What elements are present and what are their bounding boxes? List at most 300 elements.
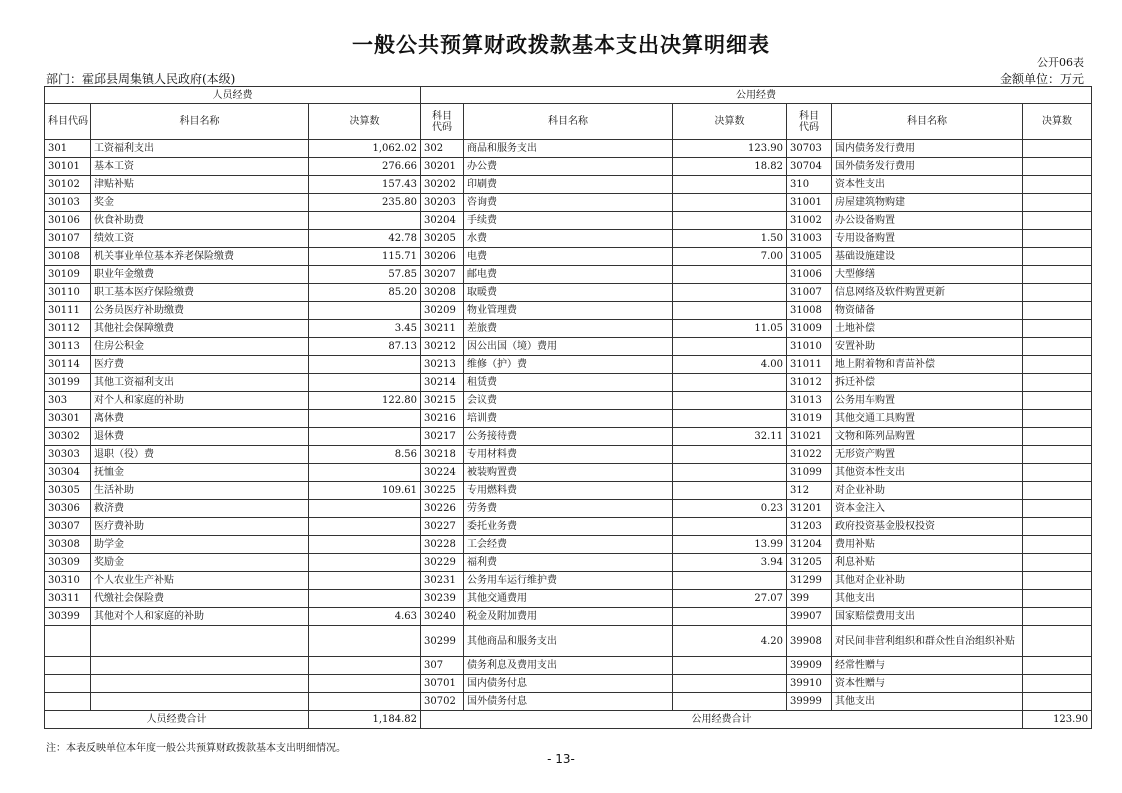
amount-cell xyxy=(673,392,787,410)
code-cell: 30307 xyxy=(45,518,91,536)
amount-cell xyxy=(673,446,787,464)
table-row xyxy=(45,374,1092,392)
amount-cell xyxy=(309,693,421,711)
name-cell: 机关事业单位基本养老保险缴费 xyxy=(91,248,309,266)
table-row xyxy=(45,392,1092,410)
amount-cell: 85.20 xyxy=(309,284,421,302)
name-cell: 会议费 xyxy=(464,392,673,410)
code-cell: 30208 xyxy=(421,284,464,302)
amount-cell: 3.45 xyxy=(309,320,421,338)
name-cell xyxy=(91,693,309,711)
code-cell: 30309 xyxy=(45,554,91,572)
code-cell: 30204 xyxy=(421,212,464,230)
name-cell: 对个人和家庭的补助 xyxy=(91,392,309,410)
amount-cell xyxy=(1023,518,1092,536)
group-header-personnel: 人员经费 xyxy=(45,87,421,104)
footnote: 注：本表反映单位本年度一般公共预算财政拨款基本支出明细情况。 xyxy=(46,743,346,754)
group-header-public: 公用经费 xyxy=(421,87,1092,104)
amount-cell xyxy=(1023,392,1092,410)
code-cell: 31011 xyxy=(787,356,832,374)
amount-cell: 13.99 xyxy=(673,536,787,554)
code-cell: 30213 xyxy=(421,356,464,374)
amount-cell xyxy=(1023,554,1092,572)
total-personnel-value: 1,184.82 xyxy=(309,711,421,729)
total-public-label: 公用经费合计 xyxy=(421,711,1023,729)
amount-cell xyxy=(1023,464,1092,482)
amount-cell xyxy=(1023,536,1092,554)
name-cell: 基本工资 xyxy=(91,158,309,176)
code-cell: 30228 xyxy=(421,536,464,554)
code-cell xyxy=(45,657,91,675)
name-cell: 公务用车购置 xyxy=(832,392,1023,410)
code-cell xyxy=(45,675,91,693)
code-cell: 31009 xyxy=(787,320,832,338)
code-cell: 30205 xyxy=(421,230,464,248)
name-cell: 经常性赠与 xyxy=(832,657,1023,675)
table-row xyxy=(45,176,1092,194)
code-cell: 30701 xyxy=(421,675,464,693)
table-row xyxy=(45,194,1092,212)
code-cell: 30302 xyxy=(45,428,91,446)
code-cell: 30107 xyxy=(45,230,91,248)
name-cell: 维修（护）费 xyxy=(464,356,673,374)
name-cell: 物业管理费 xyxy=(464,302,673,320)
amount-cell xyxy=(673,284,787,302)
amount-cell xyxy=(673,194,787,212)
code-cell: 303 xyxy=(45,392,91,410)
code-cell: 30303 xyxy=(45,446,91,464)
name-cell: 专用材料费 xyxy=(464,446,673,464)
name-cell: 公务用车运行维护费 xyxy=(464,572,673,590)
code-cell: 30201 xyxy=(421,158,464,176)
code-cell: 39910 xyxy=(787,675,832,693)
table-row xyxy=(45,482,1092,500)
amount-cell xyxy=(1023,590,1092,608)
amount-cell: 8.56 xyxy=(309,446,421,464)
name-cell: 专用设备购置 xyxy=(832,230,1023,248)
name-cell: 水费 xyxy=(464,230,673,248)
amount-cell xyxy=(1023,266,1092,284)
table-row xyxy=(45,446,1092,464)
code-cell: 30202 xyxy=(421,176,464,194)
name-cell: 印刷费 xyxy=(464,176,673,194)
name-cell: 其他支出 xyxy=(832,590,1023,608)
amount-cell: 0.23 xyxy=(673,500,787,518)
table-row xyxy=(45,608,1092,626)
name-cell: 资本金注入 xyxy=(832,500,1023,518)
amount-cell xyxy=(673,693,787,711)
name-cell: 税金及附加费用 xyxy=(464,608,673,626)
code-cell: 30308 xyxy=(45,536,91,554)
code-cell: 31003 xyxy=(787,230,832,248)
name-cell: 取暖费 xyxy=(464,284,673,302)
code-cell: 30113 xyxy=(45,338,91,356)
amount-cell xyxy=(1023,657,1092,675)
code-cell: 39909 xyxy=(787,657,832,675)
name-cell: 劳务费 xyxy=(464,500,673,518)
amount-cell: 157.43 xyxy=(309,176,421,194)
col-header-code: 科目 代码 xyxy=(787,104,832,140)
amount-cell: 1,062.02 xyxy=(309,140,421,158)
department-label: 部门：霍邱县周集镇人民政府(本级) xyxy=(46,72,236,86)
code-cell: 30704 xyxy=(787,158,832,176)
amount-cell xyxy=(1023,212,1092,230)
amount-cell: 122.80 xyxy=(309,392,421,410)
amount-cell xyxy=(1023,230,1092,248)
col-header-code: 科目 代码 xyxy=(421,104,464,140)
amount-cell: 11.05 xyxy=(673,320,787,338)
amount-cell xyxy=(1023,675,1092,693)
code-cell: 31006 xyxy=(787,266,832,284)
code-cell: 30199 xyxy=(45,374,91,392)
name-cell: 职工基本医疗保险缴费 xyxy=(91,284,309,302)
amount-cell xyxy=(1023,446,1092,464)
name-cell: 公务接待费 xyxy=(464,428,673,446)
amount-cell xyxy=(309,428,421,446)
amount-cell xyxy=(673,374,787,392)
table-row xyxy=(45,500,1092,518)
table-body xyxy=(45,140,1092,711)
amount-cell xyxy=(673,176,787,194)
amount-cell xyxy=(309,356,421,374)
name-cell: 国外债务付息 xyxy=(464,693,673,711)
code-cell: 30218 xyxy=(421,446,464,464)
code-cell: 30299 xyxy=(421,626,464,657)
name-cell: 拆迁补偿 xyxy=(832,374,1023,392)
amount-cell xyxy=(673,675,787,693)
amount-cell xyxy=(673,212,787,230)
col-header-name: 科目名称 xyxy=(832,104,1023,140)
name-cell: 救济费 xyxy=(91,500,309,518)
amount-cell xyxy=(673,464,787,482)
amount-cell xyxy=(673,657,787,675)
name-cell: 其他支出 xyxy=(832,693,1023,711)
name-cell: 租赁费 xyxy=(464,374,673,392)
amount-cell xyxy=(673,410,787,428)
table-row xyxy=(45,158,1092,176)
total-personnel-label: 人员经费合计 xyxy=(45,711,309,729)
amount-cell: 115.71 xyxy=(309,248,421,266)
amount-cell: 123.90 xyxy=(673,140,787,158)
table-row xyxy=(45,230,1092,248)
name-cell: 津贴补贴 xyxy=(91,176,309,194)
name-cell: 退休费 xyxy=(91,428,309,446)
code-cell: 31010 xyxy=(787,338,832,356)
code-cell: 30240 xyxy=(421,608,464,626)
amount-cell xyxy=(673,266,787,284)
amount-cell xyxy=(1023,410,1092,428)
code-cell: 30231 xyxy=(421,572,464,590)
code-cell: 30216 xyxy=(421,410,464,428)
amount-cell xyxy=(1023,374,1092,392)
name-cell: 退职（役）费 xyxy=(91,446,309,464)
name-cell: 安置补助 xyxy=(832,338,1023,356)
amount-cell xyxy=(673,302,787,320)
table-row xyxy=(45,266,1092,284)
col-header-amount: 决算数 xyxy=(1023,104,1092,140)
code-cell: 399 xyxy=(787,590,832,608)
code-cell: 31019 xyxy=(787,410,832,428)
code-cell: 30114 xyxy=(45,356,91,374)
name-cell: 工资福利支出 xyxy=(91,140,309,158)
amount-cell: 109.61 xyxy=(309,482,421,500)
code-cell: 31002 xyxy=(787,212,832,230)
name-cell: 抚恤金 xyxy=(91,464,309,482)
name-cell: 地上附着物和青苗补偿 xyxy=(832,356,1023,374)
amount-cell xyxy=(1023,608,1092,626)
table-row xyxy=(45,302,1092,320)
name-cell: 资本性支出 xyxy=(832,176,1023,194)
code-cell: 31013 xyxy=(787,392,832,410)
name-cell: 奖励金 xyxy=(91,554,309,572)
name-cell: 资本性赠与 xyxy=(832,675,1023,693)
name-cell: 国内债务付息 xyxy=(464,675,673,693)
amount-cell xyxy=(673,482,787,500)
amount-cell xyxy=(1023,626,1092,657)
total-public-value: 123.90 xyxy=(1023,711,1092,729)
name-cell: 其他工资福利支出 xyxy=(91,374,309,392)
code-cell: 39908 xyxy=(787,626,832,657)
table-row xyxy=(45,140,1092,158)
code-cell: 30215 xyxy=(421,392,464,410)
code-cell: 31012 xyxy=(787,374,832,392)
amount-cell xyxy=(309,374,421,392)
name-cell: 其他对企业补助 xyxy=(832,572,1023,590)
code-cell: 30306 xyxy=(45,500,91,518)
code-cell: 31005 xyxy=(787,248,832,266)
amount-cell xyxy=(1023,338,1092,356)
table-row xyxy=(45,554,1092,572)
amount-cell xyxy=(309,212,421,230)
code-cell: 30212 xyxy=(421,338,464,356)
col-header-amount: 决算数 xyxy=(673,104,787,140)
code-cell: 30703 xyxy=(787,140,832,158)
amount-cell: 4.63 xyxy=(309,608,421,626)
code-cell: 30399 xyxy=(45,608,91,626)
amount-cell xyxy=(1023,428,1092,446)
name-cell: 基础设施建设 xyxy=(832,248,1023,266)
name-cell: 绩效工资 xyxy=(91,230,309,248)
name-cell: 其他交通工具购置 xyxy=(832,410,1023,428)
code-cell: 31204 xyxy=(787,536,832,554)
name-cell: 费用补贴 xyxy=(832,536,1023,554)
name-cell: 培训费 xyxy=(464,410,673,428)
code-cell: 30301 xyxy=(45,410,91,428)
name-cell: 国家赔偿费用支出 xyxy=(832,608,1023,626)
code-cell: 30229 xyxy=(421,554,464,572)
code-cell: 31099 xyxy=(787,464,832,482)
table-row xyxy=(45,356,1092,374)
code-cell: 30305 xyxy=(45,482,91,500)
amount-cell xyxy=(1023,194,1092,212)
name-cell: 职业年金缴费 xyxy=(91,266,309,284)
code-cell: 39907 xyxy=(787,608,832,626)
name-cell: 生活补助 xyxy=(91,482,309,500)
amount-cell: 276.66 xyxy=(309,158,421,176)
name-cell: 助学金 xyxy=(91,536,309,554)
code-cell: 30102 xyxy=(45,176,91,194)
amount-cell: 18.82 xyxy=(673,158,787,176)
amount-cell: 4.00 xyxy=(673,356,787,374)
code-cell: 302 xyxy=(421,140,464,158)
code-cell: 39999 xyxy=(787,693,832,711)
code-cell: 30207 xyxy=(421,266,464,284)
code-cell: 312 xyxy=(787,482,832,500)
table-row xyxy=(45,693,1092,711)
code-cell: 31205 xyxy=(787,554,832,572)
code-cell: 30217 xyxy=(421,428,464,446)
code-cell: 30224 xyxy=(421,464,464,482)
name-cell: 商品和服务支出 xyxy=(464,140,673,158)
name-cell: 其他资本性支出 xyxy=(832,464,1023,482)
amount-cell: 7.00 xyxy=(673,248,787,266)
code-cell: 30225 xyxy=(421,482,464,500)
table-row xyxy=(45,572,1092,590)
col-header-code: 科目代码 xyxy=(45,104,91,140)
table-row xyxy=(45,590,1092,608)
amount-cell xyxy=(1023,320,1092,338)
table-row xyxy=(45,428,1092,446)
table-row xyxy=(45,212,1092,230)
name-cell: 委托业务费 xyxy=(464,518,673,536)
name-cell: 房屋建筑物购建 xyxy=(832,194,1023,212)
name-cell: 对民间非营利组织和群众性自治组织补贴 xyxy=(832,626,1023,657)
code-cell: 30304 xyxy=(45,464,91,482)
code-cell: 31299 xyxy=(787,572,832,590)
name-cell: 信息网络及软件购置更新 xyxy=(832,284,1023,302)
amount-cell xyxy=(1023,500,1092,518)
code-cell: 30112 xyxy=(45,320,91,338)
amount-cell: 27.07 xyxy=(673,590,787,608)
code-cell: 307 xyxy=(421,657,464,675)
code-cell: 31201 xyxy=(787,500,832,518)
col-header-amount: 决算数 xyxy=(309,104,421,140)
code-cell: 31203 xyxy=(787,518,832,536)
amount-cell: 235.80 xyxy=(309,194,421,212)
code-cell: 30214 xyxy=(421,374,464,392)
code-cell: 31008 xyxy=(787,302,832,320)
name-cell: 医疗费补助 xyxy=(91,518,309,536)
name-cell: 其他商品和服务支出 xyxy=(464,626,673,657)
code-cell: 30211 xyxy=(421,320,464,338)
name-cell: 奖金 xyxy=(91,194,309,212)
name-cell: 因公出国（境）费用 xyxy=(464,338,673,356)
code-cell: 310 xyxy=(787,176,832,194)
amount-cell: 1.50 xyxy=(673,230,787,248)
amount-unit-label: 金额单位：万元 xyxy=(999,72,1084,86)
amount-cell xyxy=(309,657,421,675)
name-cell: 无形资产购置 xyxy=(832,446,1023,464)
amount-cell: 87.13 xyxy=(309,338,421,356)
amount-cell xyxy=(1023,482,1092,500)
amount-cell xyxy=(1023,356,1092,374)
amount-cell xyxy=(309,518,421,536)
name-cell: 邮电费 xyxy=(464,266,673,284)
amount-cell xyxy=(1023,693,1092,711)
name-cell: 土地补偿 xyxy=(832,320,1023,338)
code-cell: 31001 xyxy=(787,194,832,212)
name-cell: 个人农业生产补贴 xyxy=(91,572,309,590)
name-cell xyxy=(91,626,309,657)
code-cell: 30239 xyxy=(421,590,464,608)
table-row xyxy=(45,248,1092,266)
amount-cell xyxy=(309,572,421,590)
amount-cell xyxy=(673,572,787,590)
name-cell: 代缴社会保险费 xyxy=(91,590,309,608)
amount-cell xyxy=(1023,176,1092,194)
amount-cell xyxy=(309,675,421,693)
code-cell: 30311 xyxy=(45,590,91,608)
table-row xyxy=(45,657,1092,675)
code-cell: 30111 xyxy=(45,302,91,320)
name-cell: 工会经费 xyxy=(464,536,673,554)
amount-cell xyxy=(309,302,421,320)
amount-cell xyxy=(309,536,421,554)
amount-cell xyxy=(1023,302,1092,320)
name-cell: 办公费 xyxy=(464,158,673,176)
name-cell: 国外债务发行费用 xyxy=(832,158,1023,176)
code-cell: 30203 xyxy=(421,194,464,212)
table-row xyxy=(45,284,1092,302)
name-cell: 伙食补助费 xyxy=(91,212,309,230)
code-cell: 30106 xyxy=(45,212,91,230)
code-cell: 30103 xyxy=(45,194,91,212)
form-number: 公开06表 xyxy=(1037,56,1084,69)
code-cell: 30226 xyxy=(421,500,464,518)
name-cell: 债务利息及费用支出 xyxy=(464,657,673,675)
amount-cell xyxy=(673,608,787,626)
amount-cell: 32.11 xyxy=(673,428,787,446)
code-cell: 30101 xyxy=(45,158,91,176)
name-cell: 其他交通费用 xyxy=(464,590,673,608)
table-row xyxy=(45,464,1092,482)
code-cell: 30206 xyxy=(421,248,464,266)
table-row xyxy=(45,536,1092,554)
table-row xyxy=(45,410,1092,428)
code-cell: 30227 xyxy=(421,518,464,536)
name-cell: 其他社会保障缴费 xyxy=(91,320,309,338)
name-cell: 咨询费 xyxy=(464,194,673,212)
code-cell xyxy=(45,693,91,711)
page-number: - 13- xyxy=(547,752,575,766)
amount-cell xyxy=(1023,158,1092,176)
name-cell: 文物和陈列品购置 xyxy=(832,428,1023,446)
name-cell xyxy=(91,675,309,693)
table-row xyxy=(45,338,1092,356)
code-cell: 30310 xyxy=(45,572,91,590)
name-cell: 其他对个人和家庭的补助 xyxy=(91,608,309,626)
code-cell: 30110 xyxy=(45,284,91,302)
name-cell: 公务员医疗补助缴费 xyxy=(91,302,309,320)
table-row xyxy=(45,626,1092,657)
name-cell: 电费 xyxy=(464,248,673,266)
name-cell: 利息补贴 xyxy=(832,554,1023,572)
name-cell: 住房公积金 xyxy=(91,338,309,356)
col-header-name: 科目名称 xyxy=(464,104,673,140)
amount-cell: 42.78 xyxy=(309,230,421,248)
name-cell: 医疗费 xyxy=(91,356,309,374)
code-cell: 31007 xyxy=(787,284,832,302)
amount-cell xyxy=(1023,248,1092,266)
name-cell: 对企业补助 xyxy=(832,482,1023,500)
name-cell: 国内债务发行费用 xyxy=(832,140,1023,158)
name-cell: 物资储备 xyxy=(832,302,1023,320)
amount-cell xyxy=(309,464,421,482)
code-cell: 31022 xyxy=(787,446,832,464)
code-cell: 31021 xyxy=(787,428,832,446)
code-cell: 301 xyxy=(45,140,91,158)
code-cell: 30109 xyxy=(45,266,91,284)
